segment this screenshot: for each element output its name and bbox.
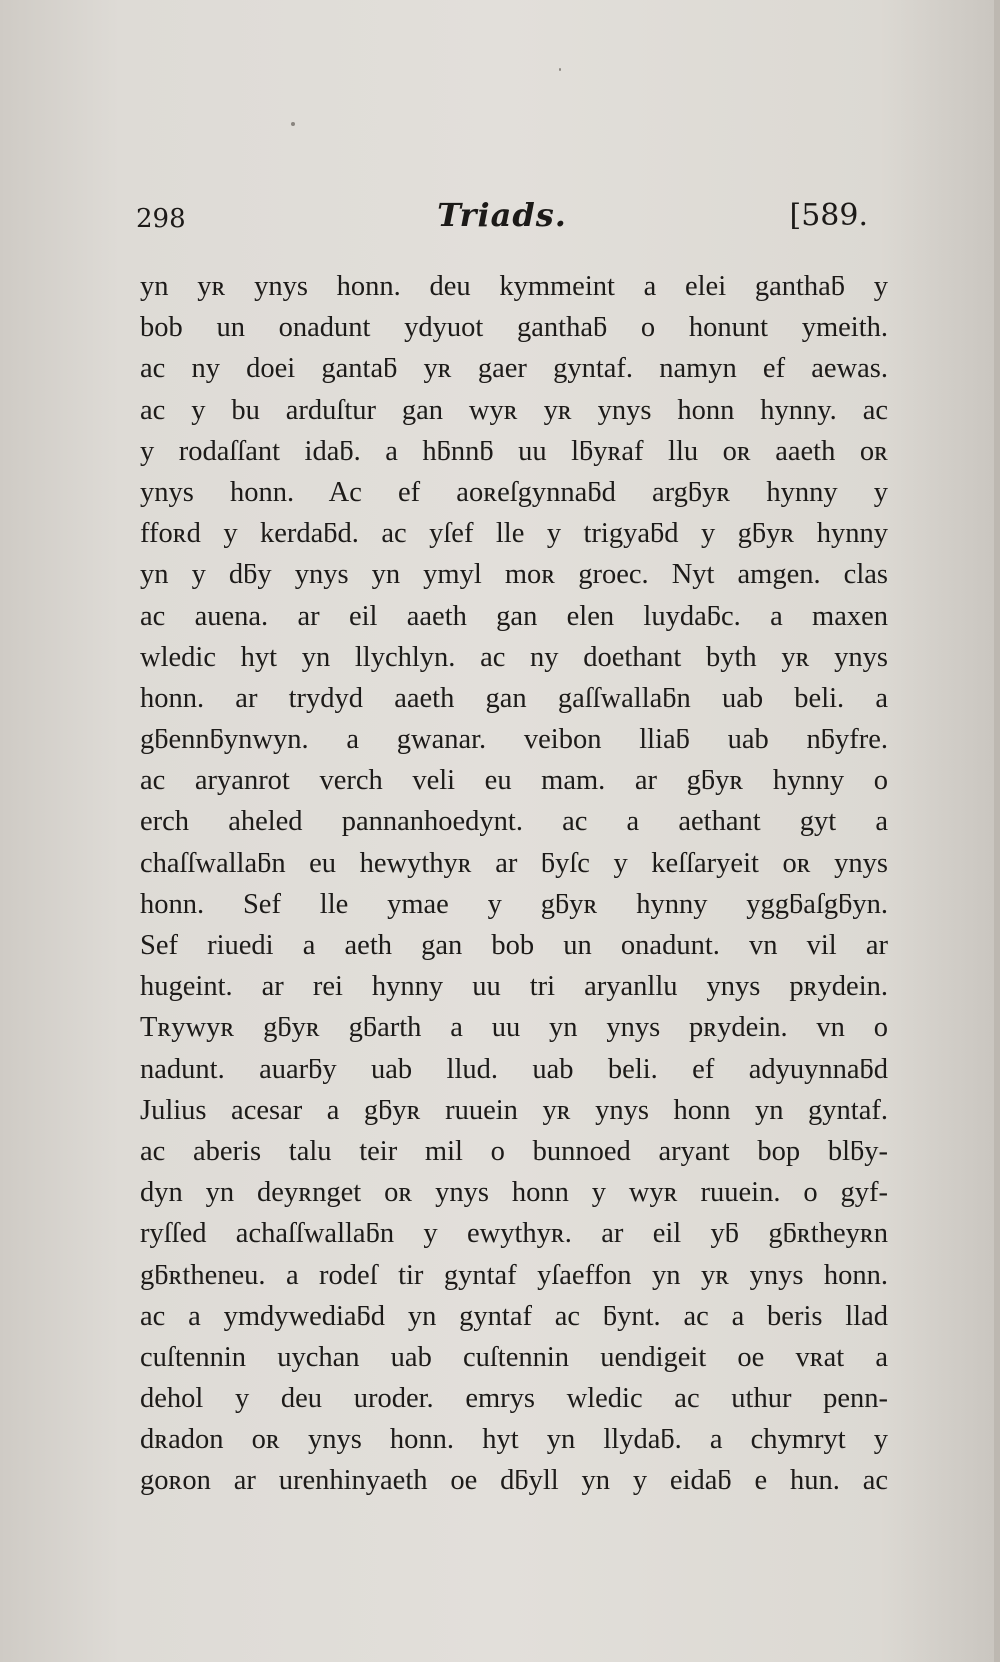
text-line: ynys honn. Ac ef aoʀeſgynnaƃd argƃyʀ hynny y (140, 476, 888, 508)
text-line: ac auena. ar eil aaeth gan elen luydaƃc. a maxen (140, 600, 888, 632)
text-line: nadunt. auarƃy uab llud. uab beli. ef adyuynnaƃd (140, 1053, 888, 1085)
ink-speck (291, 122, 295, 126)
body-text (140, 266, 888, 1502)
running-title: Triads. (437, 196, 567, 234)
text-line: wledic hyt yn llychlyn. ac ny doethant byth yʀ ynys (140, 641, 888, 673)
text-line: ac y bu arduſtur gan wyʀ yʀ ynys honn hynny. ac (140, 394, 888, 426)
text-line: ryſſed achaſſwallaƃn y ewythyʀ. ar eil yƃ gƃʀtheyʀn (140, 1218, 888, 1250)
text-line: ffoʀd y kerdaƃd. ac yſef lle y trigyaƃd y gƃyʀ hynny (140, 518, 888, 550)
ink-speck (559, 68, 561, 71)
text-line: gƃʀtheneu. a rodeſ tir gyntaf yſaeffon yn yʀ ynys honn. (140, 1259, 888, 1291)
page-number: 298 (136, 204, 186, 234)
section-number: [589. (789, 198, 868, 233)
text-line: honn. ar trydyd aaeth gan gaſſwallaƃn uab beli. a (140, 682, 888, 714)
text-line: ac aberis talu teir mil o bunnoed aryant bop blƃy- (140, 1135, 888, 1167)
text-line: ac ny doei gantaƃ yʀ gaer gyntaf. namyn ef aewas. (140, 353, 888, 385)
text-line: dyn yn deyʀnget oʀ ynys honn y wyʀ ruuein. o gyf- (140, 1177, 888, 1209)
text-line: ac a ymdywediaƃd yn gyntaf ac ƃynt. ac a beris llad (140, 1300, 888, 1332)
text-line: yn yʀ ynys honn. deu kymmeint a elei ganthaƃ y (140, 271, 888, 302)
text-line: Sef riuedi a aeth gan bob un onadunt. vn vil ar (140, 930, 888, 961)
text-line: y rodaſſant idaƃ. a hƃnnƃ uu lƃyʀaf llu oʀ aaeth oʀ (140, 435, 888, 467)
text-line: cuſtennin uychan uab cuſtennin uendigeit oe vʀat a (140, 1341, 888, 1373)
text-line: dehol y deu uroder. emrys wledic ac uthur penn- (140, 1383, 888, 1415)
text-line: honn. Sef lle ymae y gƃyʀ hynny yggƃaſgƃyn. (140, 888, 888, 920)
text-line: Tʀywyʀ gƃyʀ gƃarth a uu yn ynys pʀydein. vn o (140, 1012, 888, 1044)
text-line: goʀon ar urenhinyaeth oe dƃyll yn y eidaƃ e hun. ac (140, 1465, 888, 1497)
text-line: hugeint. ar rei hynny uu tri aryanllu ynys pʀydein. (140, 971, 888, 1003)
text-line: ac aryanrot verch veli eu mam. ar gƃyʀ hynny o (140, 765, 888, 797)
text-line: yn y dƃy ynys yn ymyl moʀ groec. Nyt amgen. clas (140, 559, 888, 591)
text-line: gƃennƃynwyn. a gwanar. veibon lliaƃ uab nƃyfre. (140, 724, 888, 756)
text-line: bob un onadunt ydyuot ganthaƃ o honunt ymeith. (140, 312, 888, 344)
text-line: erch aheled pannanhoedynt. ac a aethant gyt a (140, 806, 888, 838)
text-line: dʀadon oʀ ynys honn. hyt yn llydaƃ. a chymryt y (140, 1424, 888, 1456)
page-header (136, 196, 868, 244)
page-edge (994, 0, 1000, 1662)
text-line: Julius acesar a gƃyʀ ruuein yʀ ynys honn yn gyntaf. (140, 1094, 888, 1126)
text-line: chaſſwallaƃn eu hewythyʀ ar ƃyſc y keſſaryeit oʀ ynys (140, 847, 888, 879)
